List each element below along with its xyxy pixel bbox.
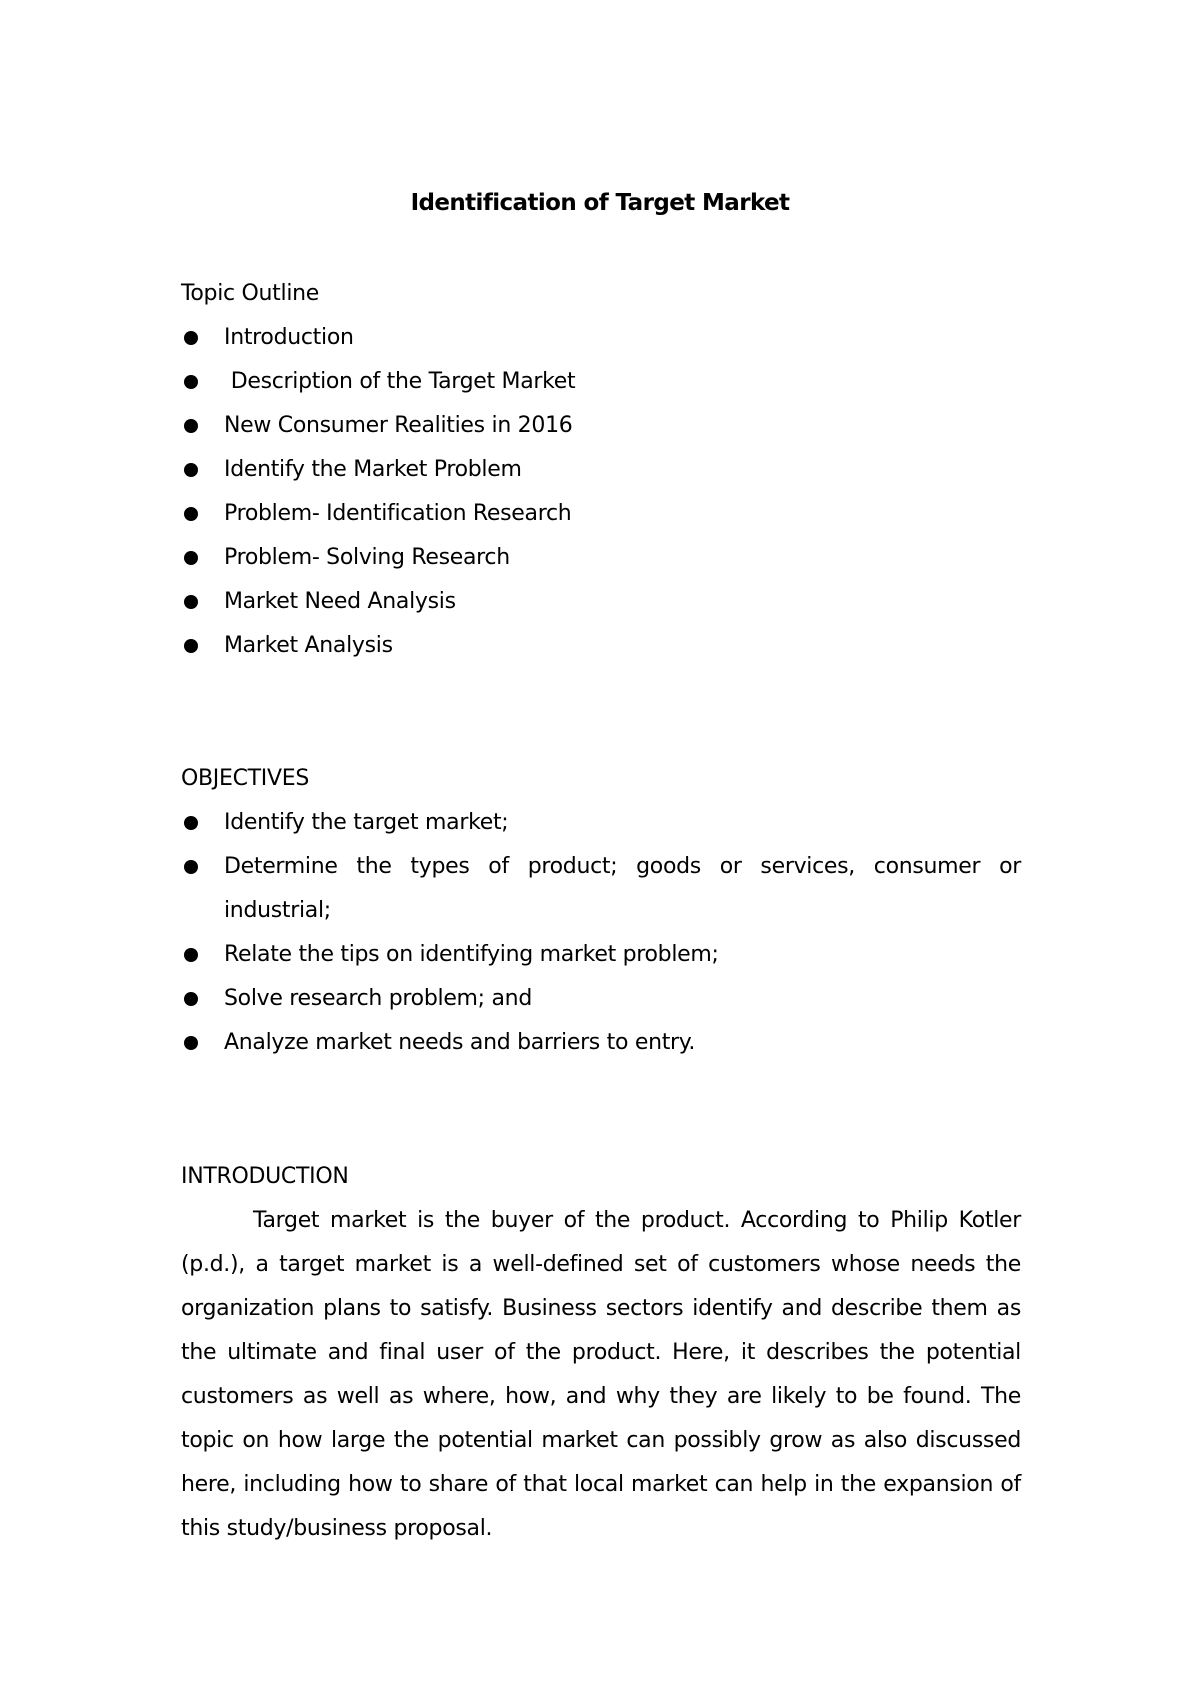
- bullet-icon: [184, 816, 198, 830]
- bullet-icon: [184, 419, 198, 433]
- bullet-icon: [184, 639, 198, 653]
- introduction-paragraph: Target market is the buyer of the product. According to Philip Kotler (p.d.), a target market is a well-defined set of customers whose needs the organization plans to satisfy. Business sectors identify and describe them as the ultimate and final user of the product. Here, it describes the potential customers as well as where, how, and why they are likely to be found. The topic on how large the potential market can possibly grow as also discussed here, including how to share of that local market can help in the expansion of this study/business proposal.: [181, 1208, 1021, 1541]
- introduction-section: [181, 1155, 1021, 1551]
- list-item-text: Description of the Target Market: [224, 369, 576, 394]
- list-item: [181, 492, 1021, 536]
- list-item-text: Problem- Identification Research: [224, 501, 572, 526]
- bullet-icon: [184, 463, 198, 477]
- list-item-text: Problem- Solving Research: [224, 545, 510, 570]
- list-item: [181, 404, 1021, 448]
- bullet-icon: [184, 595, 198, 609]
- document-title: Identification of Target Market: [410, 190, 790, 216]
- list-item-text: Solve research problem; and: [224, 986, 532, 1011]
- list-item: [181, 933, 1021, 977]
- list-item: [181, 316, 1021, 360]
- list-item: [181, 536, 1021, 580]
- objectives-section: [181, 757, 1021, 1065]
- bullet-icon: [184, 992, 198, 1006]
- topic-outline-section: [181, 272, 1021, 668]
- objectives-heading: OBJECTIVES: [181, 766, 310, 791]
- list-item: [181, 448, 1021, 492]
- list-item-text: Market Need Analysis: [224, 589, 456, 614]
- list-item: [181, 360, 1021, 404]
- list-item: [181, 580, 1021, 624]
- list-item: [181, 801, 1021, 845]
- list-item-text: Determine the types of product; goods or services, consumer or industrial;: [224, 854, 1021, 923]
- list-item: [181, 845, 1021, 933]
- list-item-text: Relate the tips on identifying market problem;: [224, 942, 719, 967]
- list-item: [181, 624, 1021, 668]
- bullet-icon: [184, 375, 198, 389]
- list-item-text: Analyze market needs and barriers to entry.: [224, 1030, 696, 1055]
- list-item-text: Introduction: [224, 325, 354, 350]
- list-item-text: Market Analysis: [224, 633, 393, 658]
- list-item-text: Identify the target market;: [224, 810, 509, 835]
- topic-outline-heading: Topic Outline: [181, 281, 320, 306]
- list-item: [181, 977, 1021, 1021]
- bullet-icon: [184, 331, 198, 345]
- list-item: [181, 1021, 1021, 1065]
- bullet-icon: [184, 948, 198, 962]
- introduction-heading: INTRODUCTION: [181, 1164, 349, 1189]
- list-item-text: Identify the Market Problem: [224, 457, 522, 482]
- list-item-text: New Consumer Realities in 2016: [224, 413, 573, 438]
- topic-outline-list: [181, 316, 1021, 668]
- bullet-icon: [184, 507, 198, 521]
- objectives-list: [181, 801, 1021, 1065]
- bullet-icon: [184, 1036, 198, 1050]
- bullet-icon: [184, 860, 198, 874]
- bullet-icon: [184, 551, 198, 565]
